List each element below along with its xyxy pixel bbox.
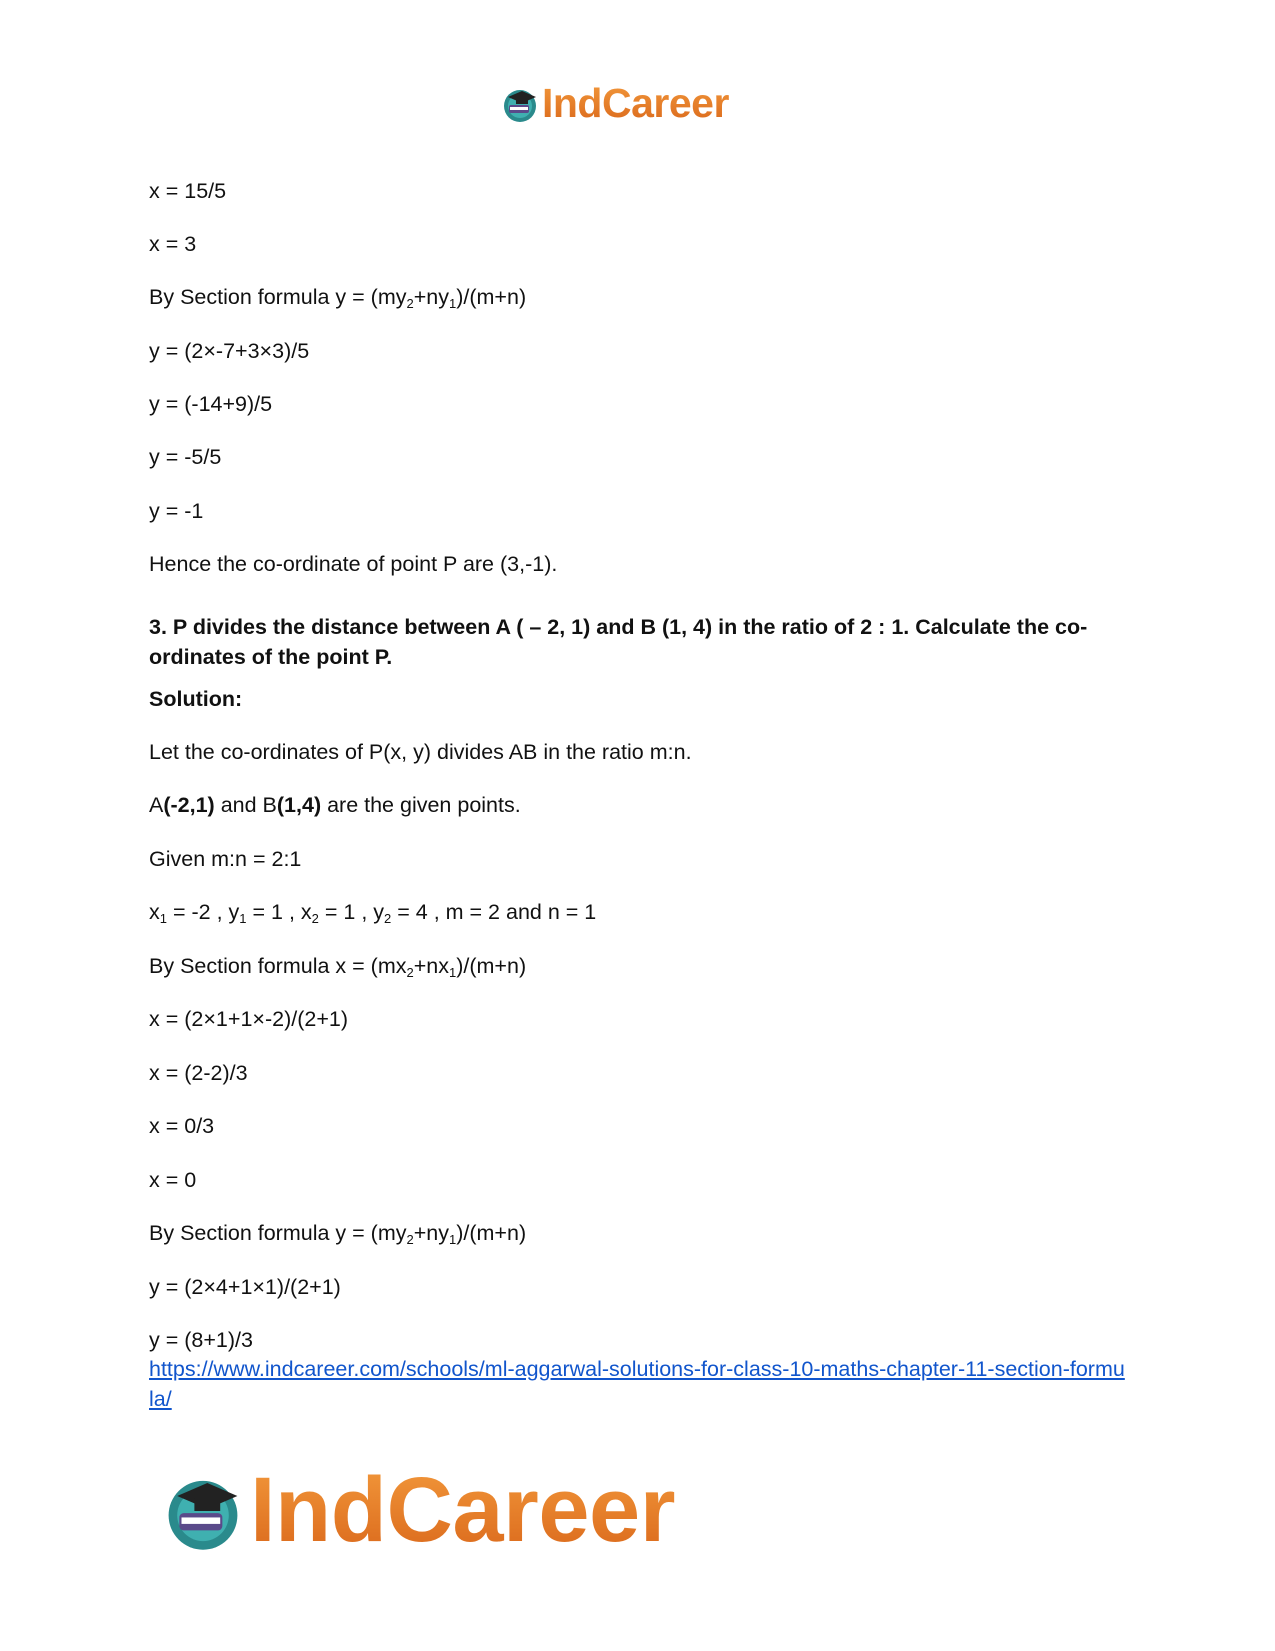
values-line: $x_1 = -2$ , $y_1 = 1$ , $x_2 = 1$ , $y_2 = 4$ , m = 2 and n = 1: [149, 900, 597, 926]
equation-line: y = -5/5: [149, 445, 222, 469]
equation-line: x = 0/3: [149, 1114, 215, 1138]
logo-text: IndCareer: [250, 1459, 675, 1561]
given-points-line: A(-2,1) and B(1,4) are the given points.: [149, 793, 521, 817]
logo-text: IndCareer: [542, 80, 729, 126]
formula-line: By Section formula $x = (mx_2+nx_1)/(m+n)$: [149, 954, 527, 980]
text-line: Let the co-ordinates of P(x, y) divides AB in the ratio m:n.: [149, 740, 692, 764]
equation-line: y = (-14+9)/5: [149, 392, 273, 416]
equation-line: y = (2×4+1×1)/(2+1): [149, 1275, 341, 1299]
text-line: Given m:n = 2:1: [149, 847, 302, 871]
conclusion-line: Hence the co-ordinate of point P are (3,-1).: [149, 552, 558, 576]
equation-line: x = 15/5: [149, 179, 227, 203]
source-link[interactable]: https://www.indcareer.com/schools/ml-aggarwal-solutions-for-class-10-maths-chapter-11-section-formula/: [149, 1357, 1125, 1411]
solution-heading: Solution:: [149, 687, 243, 711]
equation-line: y = (8+1)/3: [149, 1328, 253, 1352]
equation-line: y = (2×-7+3×3)/5: [149, 339, 310, 363]
formula-line: By Section formula $y = (my_2+ny_1)/(m+n)$: [149, 285, 527, 311]
equation-line: x = 3: [149, 232, 197, 256]
header-logo: [500, 80, 729, 127]
footer-logo: [160, 1458, 675, 1563]
question-heading: 3. P divides the distance between A ( – 2, 1) and B (1, 4) in the ratio of 2 : 1. Calculate the co-ordinates of the point P.: [149, 615, 1088, 669]
graduation-cap-globe-icon: [500, 84, 540, 124]
equation-line: x = 0: [149, 1168, 197, 1192]
equation-line: x = (2-2)/3: [149, 1061, 248, 1085]
formula-line: By Section formula $y = (my_2+ny_1)/(m+n)$: [149, 1221, 527, 1247]
equation-line: y = -1: [149, 499, 204, 523]
graduation-cap-globe-icon: [160, 1468, 246, 1554]
equation-line: x = (2×1+1×-2)/(2+1): [149, 1007, 348, 1031]
